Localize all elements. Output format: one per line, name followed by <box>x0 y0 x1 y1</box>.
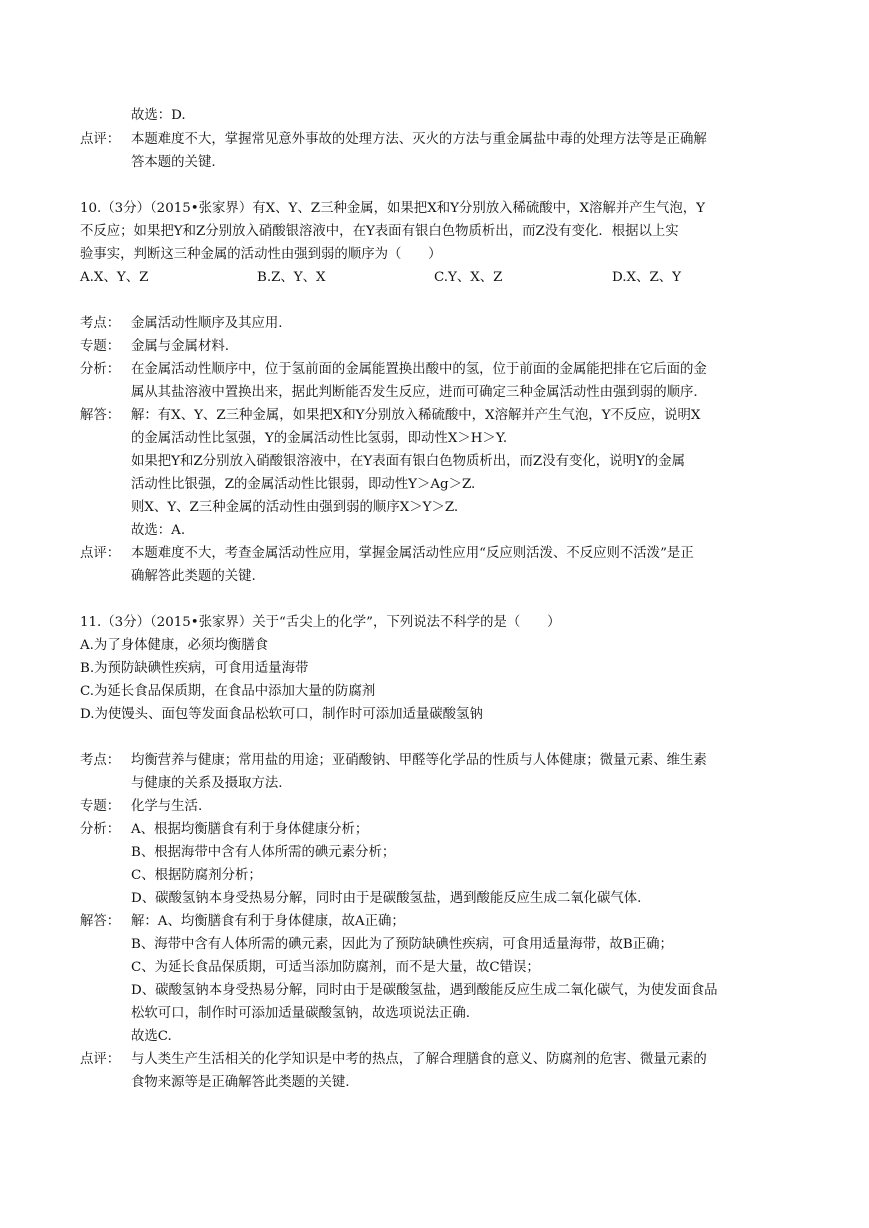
q11-dianping-line: 与人类生产生活相关的化学知识是中考的热点，了解合理膳食的意义、防腐剂的危害、微量元素的 <box>131 1052 707 1067</box>
q11-jieda-line: B、海带中含有人体所需的碘元素，因此为了预防缺碘性疾病，可食用适量海带，故B正确； <box>131 937 673 952</box>
q11-jieda-label: 解答： <box>80 914 121 929</box>
q11-jieda-line: D、碳酸氢钠本身受热易分解，同时由于是碳酸氢盐，遇到酸能反应生成二氧化碳气，为使发面食品 <box>131 983 718 998</box>
q11-fenxi-line: A、根据均衡膳食有利于身体健康分析； <box>131 822 369 837</box>
q9-comment-label: 点评： <box>80 132 121 147</box>
q10-jieda-line: 解：有X、Y、Z三种金属，如果把X和Y分别放入稀硫酸中，X溶解并产生气泡，Y不反应，说明X <box>131 408 701 423</box>
q11-dianping-label: 点评： <box>80 1052 121 1067</box>
q11-option-d: D.为使馒头、面包等发面食品松软可口，制作时可添加适量碳酸氢钠 <box>80 707 483 722</box>
q10-jieda-line: 故选：A. <box>131 523 186 538</box>
q11-jieda-line: 故选C. <box>131 1029 172 1044</box>
q11-jieda-line: 松软可口，制作时可添加适量碳酸氢钠，故选项说法正确. <box>131 1006 471 1021</box>
q10-jieda-line: 则X、Y、Z三种金属的活动性由强到弱的顺序X＞Y＞Z. <box>131 500 459 515</box>
q11-zhuanti-label: 专题： <box>80 799 121 814</box>
q10-stem-line: 不反应；如果把Y和Z分别放入硝酸银溶液中，在Y表面有银白色物质析出，而Z没有变化．根据以上实 <box>80 224 679 239</box>
q11-jieda-line: C、为延长食品保质期，可适当添加防腐剂，而不是大量，故C错误； <box>131 960 540 975</box>
q11-jieda-line: 解：A、均衡膳食有利于身体健康，故A正确； <box>131 914 405 929</box>
q9-comment-line: 答本题的关键. <box>131 155 216 170</box>
q11-fenxi-label: 分析： <box>80 822 121 837</box>
q10-stem-line: 10.（3分）（2015•张家界）有X、Y、Z三种金属，如果把X和Y分别放入稀硫酸中，X溶解并产生气泡，Y <box>80 201 705 216</box>
q10-jieda-line: 活动性比银强，Z的金属活动性比银弱，即动性Y＞Ag＞Z. <box>131 477 476 492</box>
q11-zhuanti: 化学与生活. <box>131 799 203 814</box>
q11-kaodian-line: 与健康的关系及摄取方法. <box>131 776 283 791</box>
q10-zhuanti: 金属与金属材料. <box>131 339 229 354</box>
q10-dianping-label: 点评： <box>80 546 121 561</box>
q11-fenxi-line: B、根据海带中含有人体所需的碘元素分析； <box>131 845 396 860</box>
q10-zhuanti-label: 专题： <box>80 339 121 354</box>
q10-dianping-line: 确解答此类题的关键. <box>131 569 256 584</box>
q10-jieda-line: 如果把Y和Z分别放入硝酸银溶液中，在Y表面有银白色物质析出，而Z没有变化，说明Y的金属 <box>131 454 685 469</box>
q9-answer: 故选：D. <box>131 108 186 123</box>
q10-fenxi-label: 分析： <box>80 362 121 377</box>
q10-option-a: A.X、Y、Z <box>80 270 149 285</box>
q11-stem: 11.（3分）（2015•张家界）关于“舌尖上的化学”，下列说法不科学的是（ ） <box>80 615 561 630</box>
q10-jieda-label: 解答： <box>80 408 121 423</box>
q11-fenxi-line: C、根据防腐剂分析； <box>131 868 262 883</box>
q11-option-c: C.为延长食品保质期，在食品中添加大量的防腐剂 <box>80 684 376 699</box>
q10-jieda-line: 的金属活动性比氢强，Y的金属活动性比氢弱，即动性X＞H＞Y. <box>131 431 508 446</box>
q10-fenxi-line: 属从其盐溶液中置换出来，据此判断能否发生反应，进而可确定三种金属活动性由强到弱的顺序. <box>131 385 698 400</box>
q9-comment-line: 本题难度不大，掌握常见意外事故的处理方法、灭火的方法与重金属盐中毒的处理方法等是正确解 <box>131 132 707 147</box>
q10-option-d: D.X、Z、Y <box>612 270 681 285</box>
q10-option-b: B.Z、Y、X <box>257 270 326 285</box>
q10-fenxi-line: 在金属活动性顺序中，位于氢前面的金属能置换出酸中的氢，位于前面的金属能把排在它后面的金 <box>131 362 707 377</box>
q10-dianping-line: 本题难度不大，考查金属活动性应用，掌握金属活动性应用“反应则活泼、不反应则不活泼”是正 <box>131 546 694 561</box>
q10-stem-line: 验事实，判断这三种金属的活动性由强到弱的顺序为（ ） <box>80 247 442 262</box>
q10-option-c: C.Y、X、Z <box>434 270 503 285</box>
q11-option-a: A.为了身体健康，必须均衡膳食 <box>80 638 269 653</box>
q10-kaodian-label: 考点： <box>80 316 121 331</box>
q11-kaodian-label: 考点： <box>80 753 121 768</box>
q11-option-b: B.为预防缺碘性疾病，可食用适量海带 <box>80 661 309 676</box>
q11-kaodian-line: 均衡营养与健康；常用盐的用途；亚硝酸钠、甲醛等化学品的性质与人体健康；微量元素、维生素 <box>131 753 707 768</box>
q11-dianping-line: 食物来源等是正确解答此类题的关键. <box>131 1075 350 1090</box>
q11-fenxi-line: D、碳酸氢钠本身受热易分解，同时由于是碳酸氢盐，遇到酸能反应生成二氧化碳气体. <box>131 891 642 906</box>
q10-kaodian: 金属活动性顺序及其应用. <box>131 316 283 331</box>
